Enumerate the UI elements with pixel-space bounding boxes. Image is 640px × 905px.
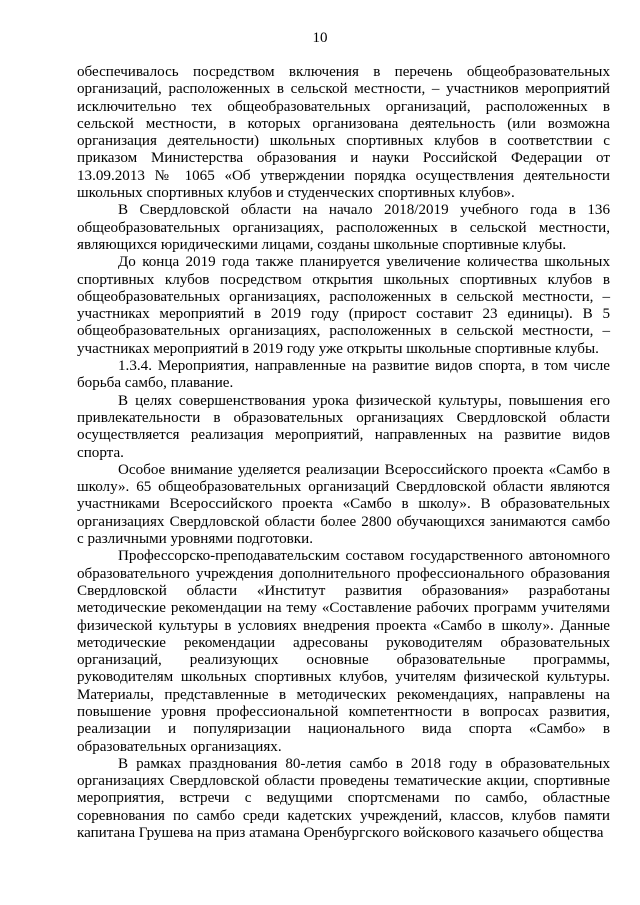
paragraph-pe-lesson: В целях совершенствования урока физической культуры, повышения его привлекательности в образовательных организациях Свердловской области осуществляется реализация мероприятий, направленных на развитие видов спорта. bbox=[77, 392, 610, 461]
page-number: 10 bbox=[312, 30, 328, 46]
paragraph-sambo-80-anniversary: В рамках празднования 80-летия самбо в 2018 году в образовательных организациях Свердловской области проведены тематические акции, спортивные мероприятия, встречи с ведущими спортсменами по самбо, областные соревнования по самбо среди кадетских учреждений, классов, клубов памяти капитана Грушева на приз атамана Оренбургского войскового казачьего общества bbox=[77, 755, 610, 842]
section-heading-1-3-4: 1.3.4. Мероприятия, направленные на развитие видов спорта, в том числе борьба самбо, плавание. bbox=[77, 358, 610, 392]
body-text bbox=[77, 64, 610, 842]
paragraph-school-clubs-created: В Свердловской области на начало 2018/2019 учебного года в 136 общеобразовательных организациях, расположенных в сельской местности, являющихся юридическими лицами, созданы школьные спортивные клубы. bbox=[77, 202, 610, 253]
paragraph-continuation: обеспечивалось посредством включения в перечень общеобразовательных организаций, расположенных в сельской местности, – участников мероприятий исключительно тех общеобразовательных организаций, расположенных в сельской местности, в которых организована деятельность (или возможна организация деятельности) школьных спортивных клубов в соответствии с приказом Министерства образования и науки Российской Федерации от 13.09.2013 № 1065 «Об утверждении порядка осуществления деятельности школьных спортивных клубов и студенческих спортивных клубов». bbox=[77, 64, 610, 202]
paragraph-sambo-project: Особое внимание уделяется реализации Всероссийского проекта «Самбо в школу». 65 общеобразовательных организаций Свердловской области являются участниками Всероссийского проекта «Самбо в школу». В образовательных организациях Свердловской области более 2800 обучающихся занимаются самбо с различными уровнями подготовки. bbox=[77, 461, 610, 548]
paragraph-methodical-recommendations: Профессорско-преподавательским составом государственного автономного образовательного учреждения дополнительного профессионального образования Свердловской области «Институт развития образования» разработаны методические рекомендации на тему «Составление рабочих программ учителями физической культуры в условиях внедрения проекта «Самбо в школу». Данные методические рекомендации адресованы руководителям образовательных организаций, реализующих основные образовательные программы, руководителям школьных спортивных клубов, учителям физической культуры. Материалы, представленные в методических рекомендациях, направлены на повышение уровня профессиональной компетентности в вопросах развития, реализации и популяризации национального вида спорта «Самбо» в образовательных организациях. bbox=[77, 548, 610, 755]
paragraph-clubs-planned-2019: До конца 2019 года также планируется увеличение количества школьных спортивных клубов посредством открытия школьных спортивных клубов в общеобразовательных организациях, расположенных в сельской местности, – участниках мероприятий в 2019 году (прирост составит 23 единицы). В 5 общеобразовательных организациях, расположенных в сельской местности, – участниках мероприятий в 2019 году уже открыты школьные спортивные клубы. bbox=[77, 254, 610, 357]
